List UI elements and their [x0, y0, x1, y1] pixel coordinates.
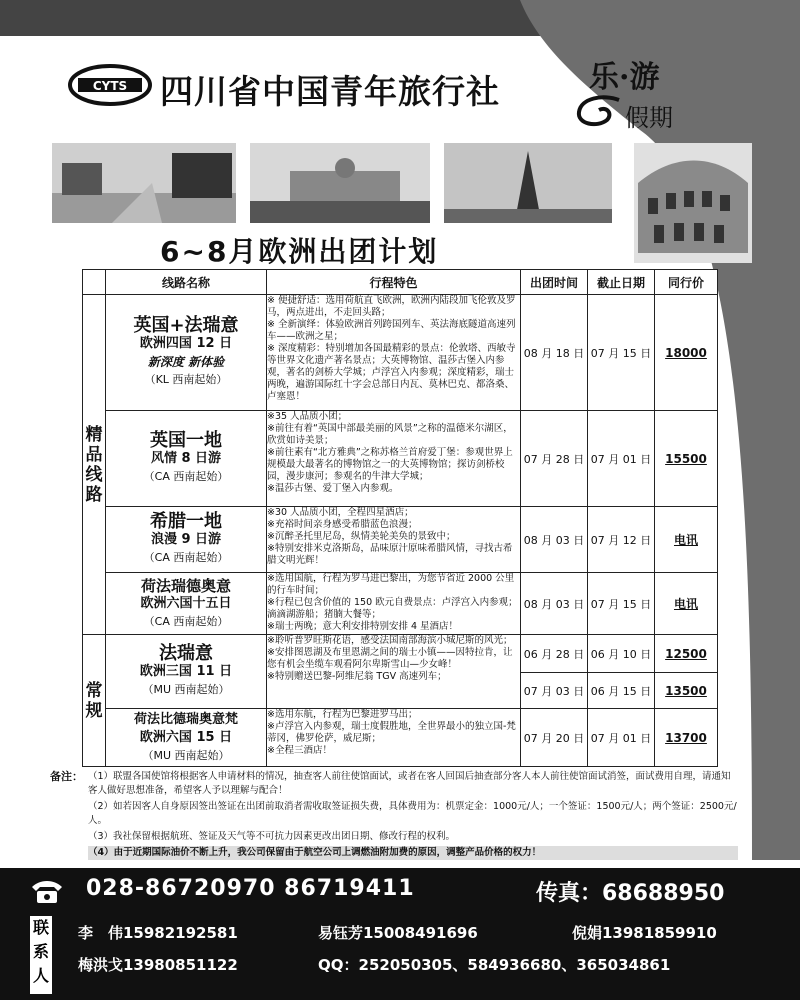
deadline-date: 07 月 15 日	[588, 573, 655, 635]
contact-person: 李 伟15982192581	[78, 924, 238, 942]
route-name: 荷法比德瑞奥意梵	[133, 711, 238, 727]
price: 电讯	[655, 573, 718, 635]
price: 18000	[655, 295, 718, 411]
category-label: 精品线路	[85, 424, 103, 505]
col-features: 行程特色	[267, 270, 521, 295]
page-title: 6~8月欧洲出团计划	[160, 235, 439, 268]
route-name: 荷法瑞德奥意	[140, 576, 231, 595]
note-item: （2）如若因客人自身原因签出签证在出团前取消者需收取签证损失费，具体费用为：机票定金：1000元/人；一个签证：1500元/人；两个签证：2500元/人。	[88, 801, 737, 826]
route-features: ※选用国航，行程为罗马进巴黎出，为您节省近 2000 公里的行车时间； ※行程已包含价值的 150 欧元自费景点：卢浮宫入内参观；滴滴湖游船；猪腩大餐等； ※瑞士两晚；意大利安排特别安排 4 星酒店！	[267, 573, 521, 635]
price: 15500	[655, 411, 718, 507]
col-route: 线路名称	[106, 270, 267, 295]
table-row	[83, 573, 718, 635]
route-cell	[106, 507, 267, 573]
route-features: ※选用东航，行程为巴黎进罗马出； ※卢浮宫入内参观，瑞士度假胜地，全世界最小的独立国-梵蒂冈，佛罗伦萨，威尼斯； ※全程三酒店！	[267, 709, 521, 767]
brand-bottom-text: 假期	[625, 104, 673, 132]
route-cell	[106, 573, 267, 635]
deadline-date: 07 月 15 日	[588, 295, 655, 411]
phone-numbers: 028-86720970 86719411	[86, 876, 415, 901]
route-duration: 欧洲四国 12 日	[139, 335, 233, 351]
contact-person: 易钰芳15008491696	[318, 924, 478, 942]
category-label: 常规	[85, 680, 103, 721]
deadline-date: 07 月 01 日	[588, 709, 655, 767]
departure-date: 08 月 03 日	[521, 573, 588, 635]
route-duration: 欧洲三国 11 日	[139, 663, 233, 679]
price: 电讯	[655, 507, 718, 573]
route-features: ※ 便捷舒适：选用荷航直飞欧洲，欧洲内陆段加飞伦敦及罗马，两点进出，不走回头路； ※ 全新演绎：体验欧洲首列跨国列车、英法海底隧道高速列车——欧洲之星； ※ 深度精彩：特别增加各国最精彩的景点：伦敦塔、西敏寺等世界文化遗产著名景点；大英博物馆、温莎古堡入内参观，著名的剑桥大学城；卢浮宫入内参观；深度精彩，瑞士两晚，遍游国际红十字会总部日内瓦、莫林巴克、都洛桑、卢塞恩！	[267, 295, 521, 411]
note-item: （3）我社保留根据航班、签证及天气等不可抗力因素更改出团日期、修改行程的权利。	[88, 831, 456, 842]
route-slogan: 新深度 新体验	[147, 354, 225, 369]
route-duration: 浪漫 9 日游	[150, 531, 222, 547]
departure-date: 07 月 20 日	[521, 709, 588, 767]
col-deadline: 截止日期	[588, 270, 655, 295]
brand-logo	[565, 40, 695, 140]
svg-text:CYTS: CYTS	[92, 79, 128, 93]
deadline-date: 07 月 12 日	[588, 507, 655, 573]
note-item: （1）联盟各国使馆将根据客人申请材料的情况，抽查客人前往使馆面试，或者在客人回国后抽查部分客人本人前往使馆面试消签，面试费用自理，请通知客人做好思想准备，希望客人予以理解与配合！	[88, 771, 731, 796]
route-duration: 风情 8 日游	[150, 450, 222, 466]
eiffel-photo	[444, 143, 612, 223]
route-origin: （KL 西南起始）	[144, 372, 228, 386]
route-name: 希腊一地	[150, 510, 222, 532]
notes-label: 备注：	[50, 770, 83, 783]
deadline-date: 06 月 10 日	[588, 635, 655, 673]
price: 13500	[655, 673, 718, 709]
castle-photo	[250, 143, 430, 223]
cyts-logo-icon	[68, 62, 152, 108]
contact-section	[0, 868, 800, 1000]
company-name: 四川省中国青年旅行社	[160, 72, 500, 111]
route-cell	[106, 709, 267, 767]
route-origin: （MU 西南起始）	[142, 748, 230, 762]
route-cell	[106, 295, 267, 411]
table-row	[83, 709, 718, 767]
colosseum-photo	[634, 143, 752, 263]
deadline-date: 07 月 01 日	[588, 411, 655, 507]
route-origin: （CA 西南起始）	[143, 614, 229, 628]
col-price: 同行价	[655, 270, 718, 295]
contact-label: 联系人	[30, 916, 52, 994]
fax-number: 传真：68688950	[536, 881, 725, 906]
route-cell	[106, 411, 267, 507]
brand-top-text: 乐·游	[589, 60, 660, 95]
departure-date: 08 月 03 日	[521, 507, 588, 573]
col-departure: 出团时间	[521, 270, 588, 295]
contact-person: 梅洪戈13980851122	[78, 956, 238, 974]
route-duration: 欧洲六国十五日	[140, 595, 232, 611]
tour-plan-table	[82, 269, 718, 767]
departure-date: 07 月 03 日	[521, 673, 588, 709]
table-row	[83, 635, 718, 673]
brand-swirl-icon	[573, 92, 623, 132]
route-origin: （MU 西南起始）	[142, 682, 230, 696]
telephone-icon	[30, 879, 64, 905]
route-origin: （CA 西南起始）	[143, 469, 229, 483]
route-name: 英国一地	[150, 429, 222, 451]
note-item: （4）由于近期国际油价不断上升，我公司保留由于航空公司上调燃油附加费的原因，调整产品价格的权力！	[88, 846, 738, 860]
route-duration: 欧洲六国 15 日	[139, 729, 233, 745]
contact-person: 倪娟13981859910	[572, 924, 717, 942]
price: 12500	[655, 635, 718, 673]
route-features: ※聆听普罗旺斯花语，感受法国南部海滨小城尼斯的风光； ※安排图恩湖及布里恩湖之间的瑞士小镇——因特拉肯，让您有机会坐缆车观看阿尔卑斯雪山—少女峰！ ※特别赠送巴黎-阿维尼翁 TGV 高速列车；	[267, 635, 521, 709]
price: 13700	[655, 709, 718, 767]
category-header	[83, 270, 106, 295]
route-cell	[106, 635, 267, 709]
category-regular	[83, 635, 106, 767]
category-premium	[83, 295, 106, 635]
route-origin: （CA 西南起始）	[143, 550, 229, 564]
contact-qq: QQ：252050305、584936680、365034861	[318, 956, 671, 974]
table-header-row	[83, 270, 718, 295]
table-row	[83, 295, 718, 411]
route-name: 英国+法瑞意	[133, 314, 239, 336]
route-features: ※35 人品质小团； ※前往有着“英国中部最美丽的风景”之称的温德米尔湖区，欣赏如诗美景； ※前往素有“北方雅典”之称苏格兰首府爱丁堡：参观世界上规模最大最著名的博物馆之一的大英博物馆；探访剑桥校园，漫步康河；参观名的牛津大学城； ※温莎古堡、爱丁堡入内参观。	[267, 411, 521, 507]
route-features: ※30 人品质小团，全程四星酒店； ※充裕时间亲身感受希腊蓝色浪漫； ※沉醉圣托里尼岛，纵情美轮美奂的景致中； ※特别安排米克洛斯岛，品味原汁原味希腊风情，寻找古希腊文明光辉！	[267, 507, 521, 573]
departure-date: 06 月 28 日	[521, 635, 588, 673]
table-row	[83, 507, 718, 573]
deadline-date: 06 月 15 日	[588, 673, 655, 709]
route-name: 法瑞意	[159, 642, 213, 664]
village-photo	[52, 143, 236, 223]
table-row	[83, 411, 718, 507]
departure-date: 08 月 18 日	[521, 295, 588, 411]
departure-date: 07 月 28 日	[521, 411, 588, 507]
